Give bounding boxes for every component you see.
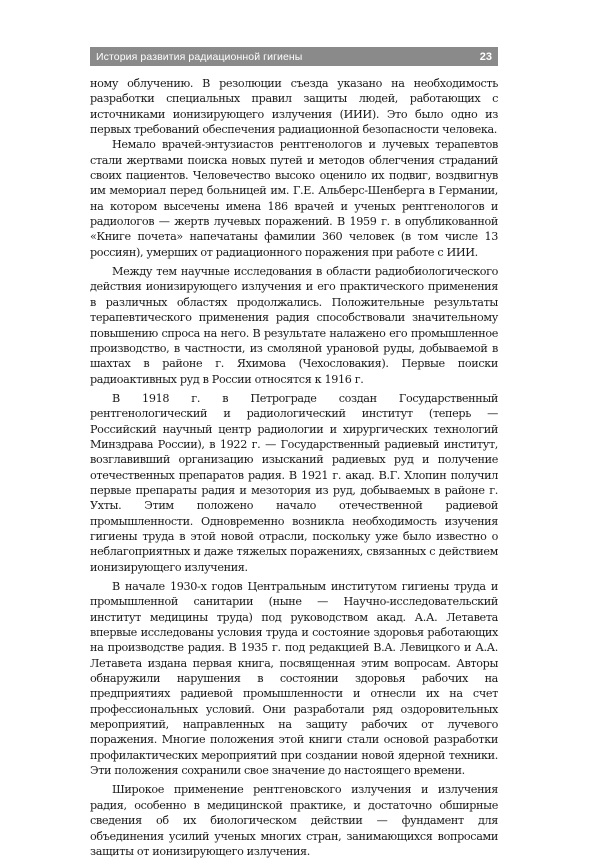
paragraph-5: В начале 1930-х годов Центральным институтом гигиены труда и промышленной санитарии (ныне — Научно-исследовательский институт медицины труда) под руководством акад. А.А. Летавета впервые исследованы условия труда и состояние здоровья работающих на производстве радия. В 1935 г. под редакцией В.А. Левицкого и А.А. Летавета издана первая книга, посвященная этим вопросам. Авторы обнаружили нарушения в состоянии здоровья рабочих на предприятиях радиевой промышленности и отнесли их на счет профессиональных условий. Они разработали ряд оздоровительных мероприятий, направленных на защиту рабочих от лучевого поражения. Многие положения этой книги стали основой разработки профилактических мероприятий при создании новой ядерной техники. Эти положения сохранили свое значение до настоящего времени.: [90, 580, 498, 778]
running-title: История развития радиационной гигиены: [96, 50, 303, 63]
paragraph-6: Широкое применение рентгеновского излучения и излучения радия, особенно в медицинской практике, и достаточно обширные сведения об их биологическом действии — фундамент для объединения усилий ученых многих стран, занимающихся вопросами защиты от ионизирующего излучения.: [90, 783, 498, 858]
paragraph-3: Между тем научные исследования в области радиобиологического действия ионизирующего излучения и его практического применения в различных областях продолжались. Положительные результаты терапевтического применения радия способствовали значительному повышению спроса на него. В результате налажено его промышленное производство, в частности, из смоляной урановой руды, добываемой в шахтах в районе г. Яхимова (Чехословакия). Первые поиски радиоактивных руд в России относятся к 1916 г.: [90, 265, 498, 386]
paragraph-1: ному облучению. В резолюции съезда указано на необходимость разработки специальных правил защиты людей, работающих с источниками ионизирующего излучения (ИИИ). Это было одно из первых требований обеспечения радиационной безопасности человека.: [90, 77, 498, 137]
page-number: 23: [479, 50, 492, 63]
running-header: [90, 47, 498, 66]
paragraph-2: Немало врачей-энтузиастов рентгенологов и лучевых терапевтов стали жертвами поиска новых путей и методов облегчения страданий своих пациентов. Человечество высоко оценило их подвиг, воздвигнув им мемориал перед больницей им. Г.Е. Альберс-Шенберга в Германии, на котором высечены имена 186 врачей и ученых рентгенологов и радиологов — жертв лучевых поражений. В 1959 г. в опубликованной «Книге почета» напечатаны фамилии 360 человек (в том числе 13 россиян), умерших от радиационного поражения при работе с ИИИ.: [90, 138, 498, 259]
paragraph-4: В 1918 г. в Петрограде создан Государственный рентгенологический и радиологический институт (теперь — Российский научный центр радиологии и хирургических технологий Минздрава России), в 1922 г. — Государственный радиевый институт, возглавивший организацию изысканий радиевых руд и получение отечественных препаратов радия. В 1921 г. акад. В.Г. Хлопин получил первые препараты радия и мезотория из руд, добываемых в районе г. Ухты. Этим положено начало отечественной радиевой промышленности. Одновременно возникла необходимость изучения гигиены труда в этой новой отрасли, поскольку уже было известно о неблагоприятных и даже тяжелых поражениях, связанных с действием ионизирующего излучения.: [90, 391, 498, 574]
body-text: [90, 76, 498, 859]
